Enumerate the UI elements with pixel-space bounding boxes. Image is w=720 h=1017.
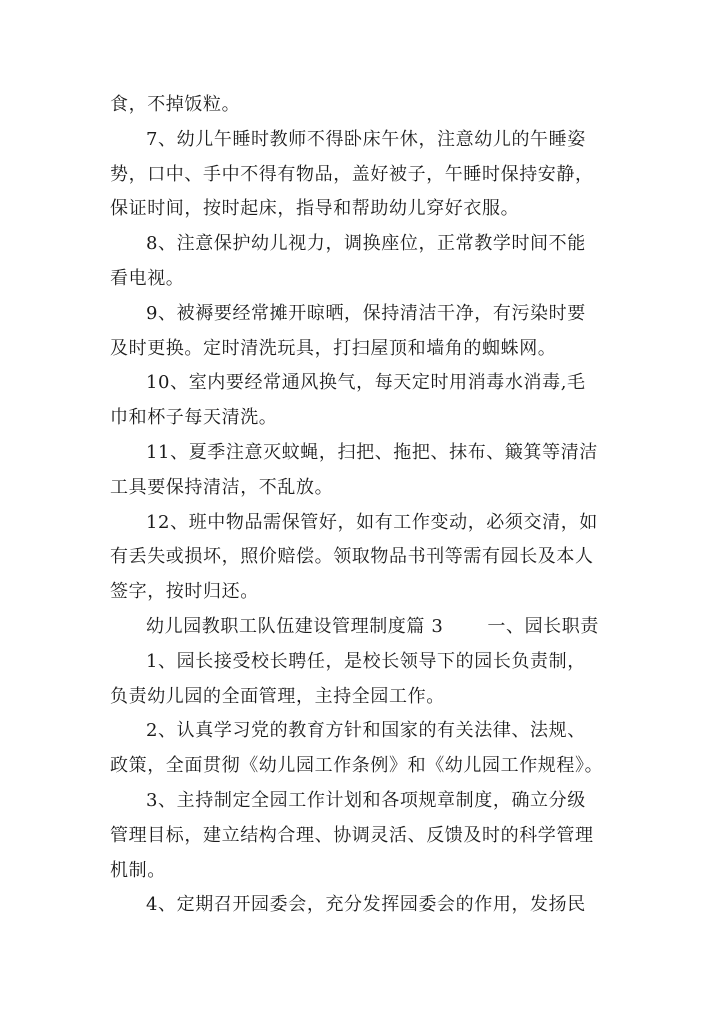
text-line: 政策，全面贯彻《幼儿园工作条例》和《幼儿园工作规程》。 [110,755,604,777]
text-line: 7、幼儿午睡时教师不得卧床午休，注意幼儿的午睡姿 [146,128,586,150]
section-heading [110,610,615,645]
text-line: 3、主持制定全园工作计划和各项规章制度，确立分级 [146,789,586,811]
text-line: 工具要保持清洁，不乱放。 [110,476,334,498]
text-line: 巾和杯子每天清洗。 [110,407,278,429]
heading-section: 一、园长职责 [487,615,599,637]
text-line: 负责幼儿园的全面管理，主持全园工作。 [110,685,445,707]
text-line: 势，口中、手中不得有物品，盖好被子，午睡时保持安静， [110,163,594,185]
text-line: 2、认真学习党的教育方针和国家的有关法律、法规、 [146,720,586,742]
text-line: 保证时间，按时起床，指导和帮助幼儿穿好衣服。 [110,198,520,220]
text-line: 机制。 [110,859,166,881]
text-line: 11、夏季注意灭蚊蝇，扫把、拖把、抹布、簸箕等清洁 [146,441,598,463]
text-line: 有丢失或损坏，照价赔偿。领取物品书刊等需有园长及本人 [110,546,594,568]
text-line: 签字，按时归还。 [110,581,259,603]
text-line: 及时更换。定时清洗玩具，打扫屋顶和墙角的蜘蛛网。 [110,337,557,359]
text-line: 4、定期召开园委会，充分发挥园委会的作用，发扬民 [146,894,586,916]
heading-title: 幼儿园教职工队伍建设管理制度篇 3 [146,615,444,637]
document-body [110,88,615,923]
text-line: 管理目标，建立结构合理、协调灵活、反馈及时的科学管理 [110,824,594,846]
text-line: 看电视。 [110,267,185,289]
text-line: 1、园长接受校长聘任，是校长领导下的园长负责制， [146,650,586,672]
text-line: 12、班中物品需保管好，如有工作变动，必须交清，如 [146,511,598,533]
text-line: 10、室内要经常通风换气，每天定时用消毒水消毒,毛 [146,372,586,394]
heading-spacer [443,610,487,645]
text-line: 8、注意保护幼儿视力，调换座位，正常教学时间不能 [146,233,586,255]
text-line: 9、被褥要经常摊开晾晒，保持清洁干净，有污染时要 [146,302,586,324]
text-line: 食，不掉饭粒。 [110,94,241,115]
